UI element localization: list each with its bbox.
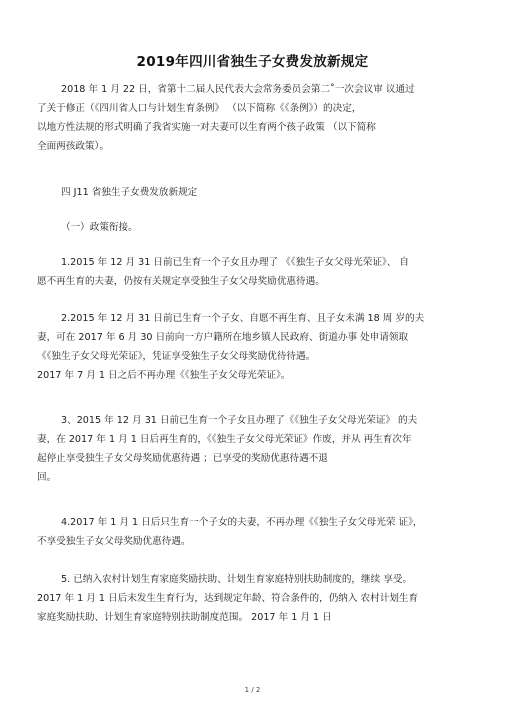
- text-line: 不享受独生子女父母奖励优惠待遇。: [37, 536, 191, 547]
- subheading-text: （一）政策衔接。: [61, 222, 138, 233]
- item-3-paragraph: [37, 411, 469, 487]
- heading-text: 四 J11 省独生子女费发放新规定: [61, 187, 198, 198]
- text-line: 3、2015 年 12 月 31 日前已生育一个子女且办理了《《独生子女父母光荣证》 的夫: [61, 415, 418, 426]
- text-line: 《《独生子女父母光荣证》，凭证享受独生子女父母奖励优待待遇。: [37, 351, 316, 362]
- item-1-paragraph: [37, 253, 469, 291]
- document-title: 2019年四川省独生子女费发放新规定: [136, 54, 369, 70]
- text-line: 2018 年 1 月 22 日，省第十二届人民代表大会常务委员会第二˚一次会议审 议通过: [61, 84, 415, 95]
- page-number: 1 / 2: [244, 686, 261, 694]
- text-line: 2017 年 1 月 1 日后未发生生育行为，达到规定年龄、符合条件的，仍纳入 农村计划生育: [37, 593, 419, 604]
- text-line: 全面两孩政策）。: [37, 141, 109, 152]
- text-line: 2.2015 年 12 月 31 日前已生育一个子女、自愿不再生育、且子女未满 18 周 岁的夫: [61, 313, 425, 324]
- text-line: 以地方性法规的形式明确了我省实施一对夫妻可以生育两个孩子政策 （以下简称: [37, 122, 376, 133]
- text-line: 4.2017 年 1 月 1 日后只生育一个子女的夫妻，不再办理《《独生子女父母光荣 证》，: [61, 517, 423, 528]
- intro-paragraph: [37, 80, 469, 156]
- item-4-paragraph: [37, 513, 469, 551]
- text-line: 了关于修正（《四川省人口与计划生育条例》 （以下简称《《条例》）的决定，: [37, 103, 362, 114]
- text-line: 妻，在 2017 年 1 月 1 日后再生育的，《《独生子女父母光荣证》作废，并从 再生育次年: [37, 434, 412, 445]
- text-line: 回。: [37, 472, 57, 483]
- item-5-paragraph: [37, 570, 469, 627]
- text-line: 1.2015 年 12 月 31 日前已生育一个子女且办理了 《《独生子女父母光荣证》、 自: [61, 257, 409, 268]
- section-heading: [37, 183, 469, 202]
- text-line: 起停止享受独生子女父母奖励优惠待遇 ；已享受的奖励优惠待遇不退: [37, 453, 328, 464]
- item-2-paragraph: [37, 309, 469, 385]
- text-line: 2017 年 7 月 1 日之后不再办理《《独生子女父母光荣证》。: [37, 370, 291, 381]
- section-subheading: [37, 218, 469, 237]
- text-line: 5. 已纳入农村计划生育家庭奖励扶助、计划生育家庭特别扶助制度的，继续 享受。: [61, 574, 413, 585]
- text-line: 妻，可在 2017 年 6 月 30 日前向一方户籍所在地乡镇人民政府、街道办事 处申请领取: [37, 332, 409, 343]
- text-line: 家庭奖励扶助、计划生育家庭特别扶助制度范围。 2017 年 1 月 1 日: [37, 612, 332, 623]
- text-line: 愿不再生育的夫妻，仍按有关规定享受独生子女父母奖励优惠待遇。: [37, 276, 325, 287]
